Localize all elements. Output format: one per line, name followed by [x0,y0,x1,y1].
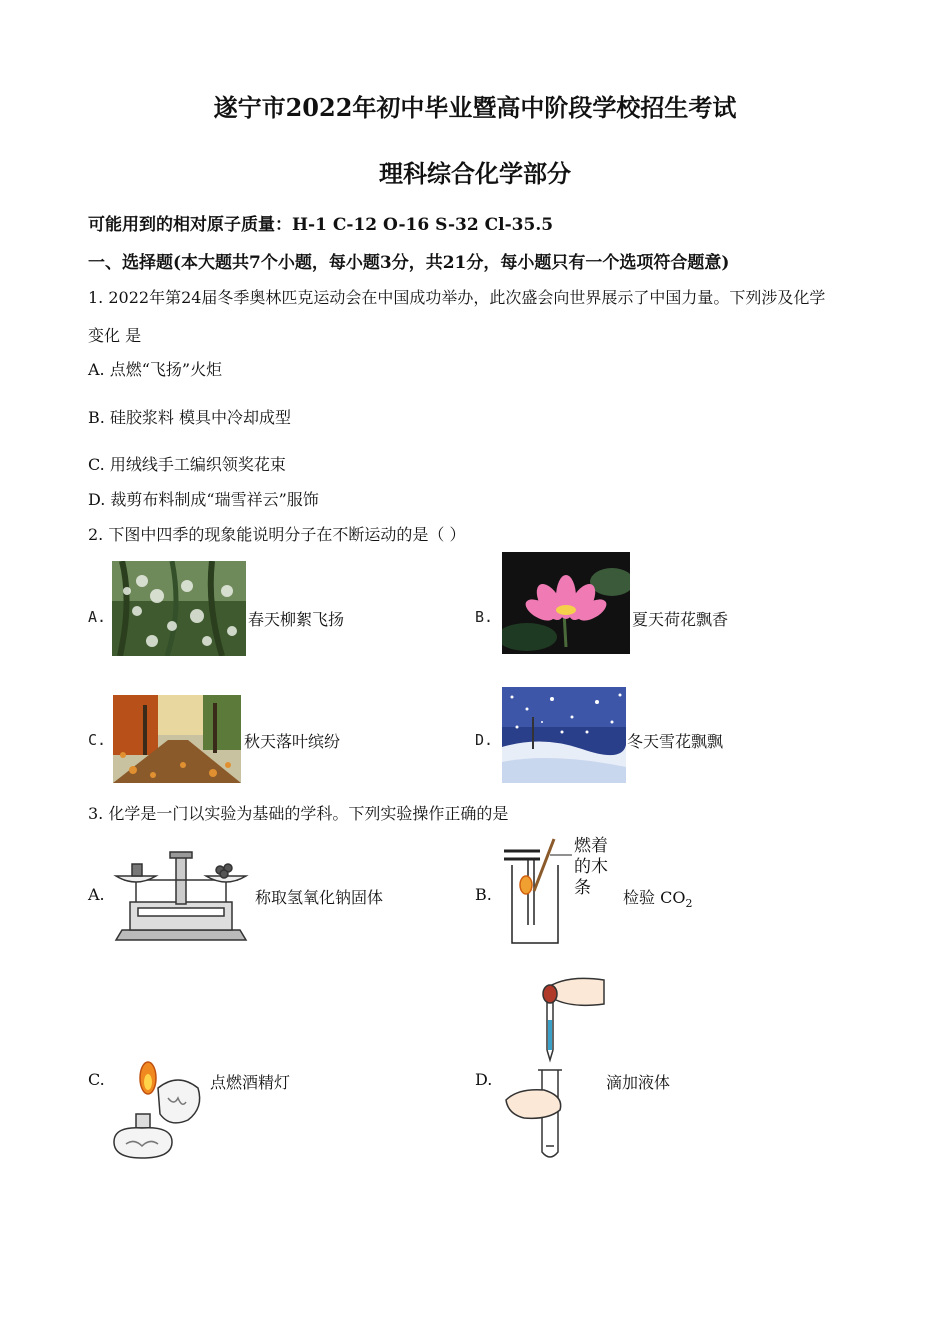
q3-option-a-text: 称取氢氧化钠固体 [255,888,384,907]
q2-option-d-letter: D. [475,731,494,749]
q3-option-d-text: 滴加液体 [606,1073,671,1092]
q3-option-c-letter: C. [88,1070,105,1089]
q1-stem-line2: 变化 是 [88,326,142,345]
q3-option-d-letter: D. [475,1070,493,1089]
burning-stick-label: 燃着 的木 条 [574,836,608,898]
atomic-masses: 可能用到的相对原子质量：H-1 C-12 O-16 S-32 Cl-35.5 [88,215,554,235]
dropper-figure [504,970,608,1164]
willow-catkins-image [112,561,246,656]
q2-option-a-text: 春天柳絮飞扬 [248,610,345,629]
q2-option-a-letter: A. [88,608,107,626]
exam-subtitle: 理科综合化学部分 [379,159,571,188]
q3-option-b-letter: B. [475,885,492,904]
q1-option-b: B. 硅胶浆料 模具中冷却成型 [88,408,292,427]
q2-option-c-text: 秋天落叶缤纷 [244,732,341,751]
q2-option-b-text: 夏天荷花飘香 [632,610,729,629]
q3-option-a-letter: A. [88,885,105,904]
q2-option-d-text: 冬天雪花飘飘 [627,732,724,751]
balance-figure [112,850,250,942]
q1-stem-line1: 1. 2022年第24届冬季奥林匹克运动会在中国成功举办，此次盛会向世界展示了中国力量。下列涉及化学 [88,288,826,307]
lotus-image [502,552,630,654]
q2-stem: 2. 下图中四季的现象能说明分子在不断运动的是（ ） [88,525,466,544]
autumn-leaves-image [113,695,241,783]
q1-option-c: C. 用绒线手工编织领奖花束 [88,455,286,474]
q3-stem: 3. 化学是一门以实验为基础的学科。下列实验操作正确的是 [88,804,509,823]
q2-option-c-letter: C. [88,731,107,749]
q2-option-b-letter: B. [475,608,494,626]
q1-option-a: A. 点燃“飞扬”火炬 [88,360,223,379]
winter-snow-image [502,687,626,783]
q1-option-d: D. 裁剪布料制成“瑞雪祥云”服饰 [88,490,319,509]
exam-title: 遂宁市2022年初中毕业暨高中阶段学校招生考试 [213,93,737,122]
alcohol-lamp-figure [108,1058,208,1162]
section-heading: 一、选择题(本大题共7个小题，每小题3分，共21分，每小题只有一个选项符合题意) [88,253,730,273]
q3-option-b-text: 检验 $CO_2$ [623,888,693,911]
q3-option-c-text: 点燃酒精灯 [210,1073,291,1092]
